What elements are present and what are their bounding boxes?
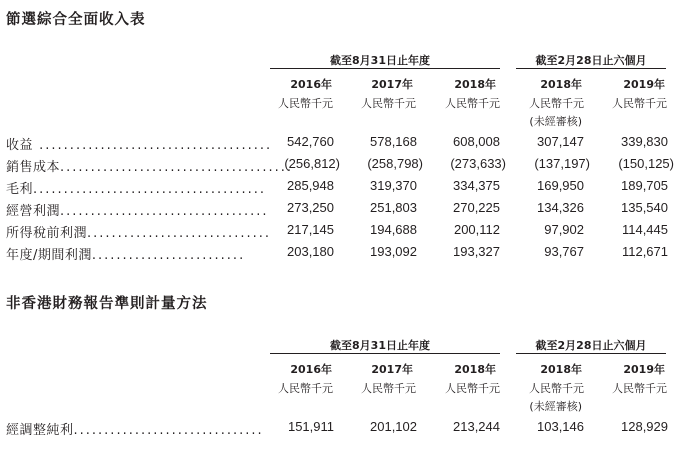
year-header: 2016年 — [290, 78, 332, 91]
table-cell: (273,633) — [450, 156, 506, 171]
group-header-interim: 截至2月28日止六個月 — [535, 339, 647, 352]
group-header-interim: 截至2月28日止六個月 — [535, 54, 647, 67]
table-cell: 97,902 — [544, 222, 584, 237]
unaudited-note: (未經審核) — [529, 400, 582, 413]
table-cell: 307,147 — [537, 134, 584, 149]
group-header-underline — [270, 68, 500, 69]
table-cell: 103,146 — [537, 419, 584, 434]
table-cell: (150,125) — [618, 156, 674, 171]
unit-header: 人民幣千元 — [445, 97, 500, 110]
unit-header: 人民幣千元 — [529, 97, 584, 110]
unit-header: 人民幣千元 — [278, 97, 333, 110]
row-label-cost-of-sales: 銷售成本...................................... — [6, 160, 294, 175]
group-header-underline — [516, 68, 666, 69]
table-cell: 203,180 — [287, 244, 334, 259]
group-header-annual: 截至8月31日止年度 — [330, 54, 430, 67]
table-cell: 542,760 — [287, 134, 334, 149]
group-header-underline — [270, 353, 500, 354]
table-cell: 201,102 — [370, 419, 417, 434]
unit-header: 人民幣千元 — [529, 382, 584, 395]
unit-header: 人民幣千元 — [361, 97, 416, 110]
row-label-adjusted-net-profit: 經調整純利............................... — [6, 423, 264, 438]
year-header: 2018年 — [454, 363, 496, 376]
table-cell: 189,705 — [621, 178, 668, 193]
year-header: 2018年 — [540, 363, 582, 376]
year-header: 2017年 — [371, 363, 413, 376]
table-cell: 112,671 — [621, 244, 668, 259]
table-cell: 273,250 — [287, 200, 334, 215]
year-header: 2018年 — [454, 78, 496, 91]
table-cell: 134,326 — [537, 200, 584, 215]
table-cell: 193,327 — [453, 244, 500, 259]
table-cell: 200,112 — [453, 222, 500, 237]
table-cell: 169,950 — [537, 178, 584, 193]
row-label-revenue: 收益 ...................................... — [6, 138, 273, 153]
group-header-annual: 截至8月31日止年度 — [330, 339, 430, 352]
year-header: 2018年 — [540, 78, 582, 91]
row-label-profit-before-tax: 所得稅前利潤.............................. — [6, 226, 271, 241]
year-header: 2019年 — [623, 363, 665, 376]
table-cell: (256,812) — [284, 156, 340, 171]
unit-header: 人民幣千元 — [445, 382, 500, 395]
row-label-gross-profit: 毛利...................................... — [6, 182, 267, 197]
table-cell: 135,540 — [621, 200, 668, 215]
table-cell: (258,798) — [367, 156, 423, 171]
unit-header: 人民幣千元 — [361, 382, 416, 395]
unit-header: 人民幣千元 — [278, 382, 333, 395]
row-label-operating-profit: 經營利潤.................................. — [6, 204, 269, 219]
table-cell: 151,911 — [287, 419, 334, 434]
group-header-underline — [516, 353, 666, 354]
table-cell: 578,168 — [370, 134, 417, 149]
table-cell: 285,948 — [287, 178, 334, 193]
section-title-income-statement: 節選綜合全面收入表 — [6, 12, 146, 28]
table-cell: 608,008 — [453, 134, 500, 149]
table-cell: 270,225 — [453, 200, 500, 215]
table-cell: (137,197) — [534, 156, 590, 171]
unaudited-note: (未經審核) — [529, 115, 582, 128]
table-cell: 93,767 — [544, 244, 584, 259]
table-cell: 319,370 — [370, 178, 417, 193]
table-cell: 251,803 — [370, 200, 417, 215]
section-title-non-hkfrs: 非香港財務報告準則計量方法 — [6, 296, 208, 312]
unit-header: 人民幣千元 — [612, 97, 667, 110]
table-cell: 217,145 — [287, 222, 334, 237]
year-header: 2016年 — [290, 363, 332, 376]
table-cell: 193,092 — [370, 244, 417, 259]
table-cell: 114,445 — [621, 222, 668, 237]
row-label-profit-for-year: 年度/期間利潤......................... — [6, 248, 246, 263]
year-header: 2019年 — [623, 78, 665, 91]
table-cell: 339,830 — [621, 134, 668, 149]
year-header: 2017年 — [371, 78, 413, 91]
table-cell: 334,375 — [453, 178, 500, 193]
unit-header: 人民幣千元 — [612, 382, 667, 395]
table-cell: 194,688 — [370, 222, 417, 237]
table-cell: 213,244 — [453, 419, 500, 434]
table-cell: 128,929 — [621, 419, 668, 434]
